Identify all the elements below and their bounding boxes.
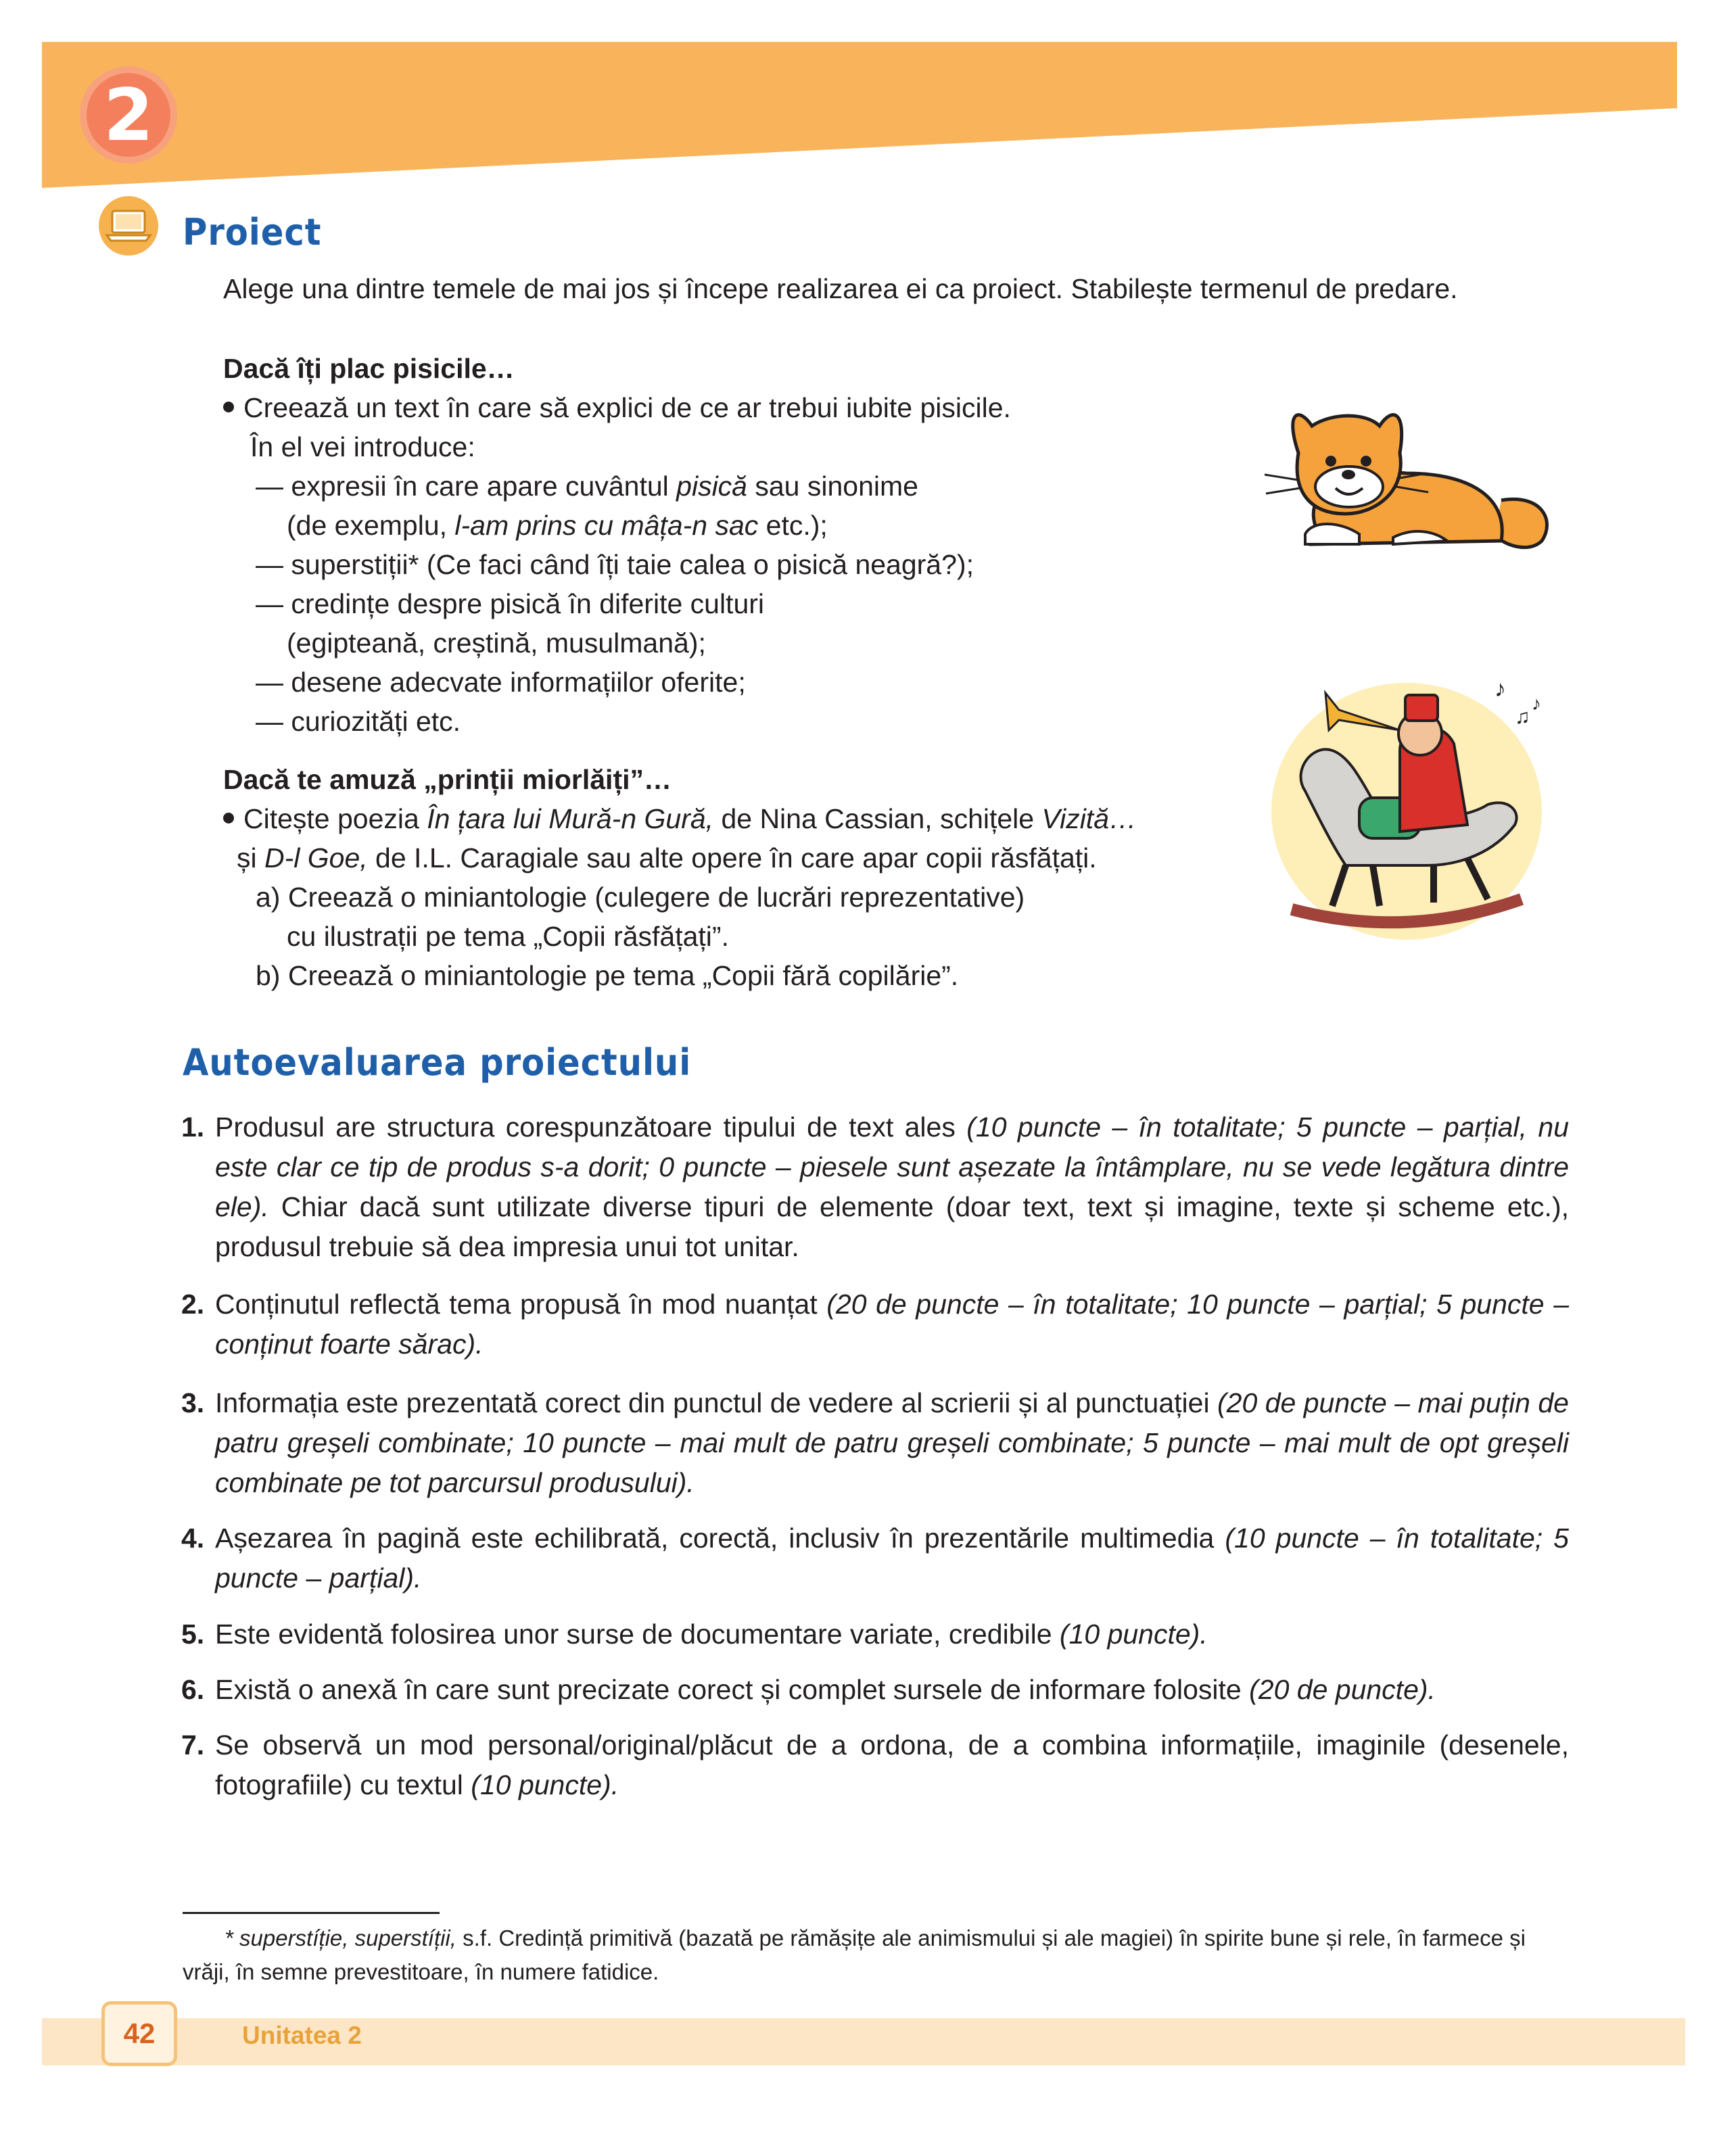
theme1-item-1: — expresii în care apare cuvântul pisică sau sinonime	[256, 471, 918, 502]
eval-item-4: 4. Așezarea în pagină este echilibrată, corectă, inclusiv în prezentările multimedia (10 puncte – în totalitate; 5 puncte – parțial).	[181, 1523, 1569, 1594]
eval-item-2: 2. Conținutul reflectă tema propusă în mod nuanțat (20 de puncte – în totalitate; 10 puncte – parțial; 5 puncte – conținut foarte sărac).	[181, 1289, 1569, 1360]
page-number: 42	[101, 2001, 177, 2066]
theme2-line-2: și D-l Goe, de I.L. Caragiale sau alte opere în care apar copii răsfățați.	[237, 842, 1097, 873]
theme1-item-1-cont: (de exemplu, l-am prins cu mâța-n sac etc.);	[287, 510, 828, 541]
unit-number: 2	[103, 73, 154, 157]
rocking-horse-boy-illustration	[1265, 669, 1549, 947]
project-intro: Alege una dintre temele de mai jos și începe realizarea ei ca proiect. Stabilește termenul de predare.	[223, 273, 1458, 304]
eval-item-1: 1. Produsul are structura corespunzătoare tipului de text ales (10 puncte – în totalitate; 5 puncte – parțial, nu este clar ce tip de produs s-a dorit; 0 puncte – piesele sunt așezate la întâmplare, nu se vede legătura dintre ele). Chiar dacă sunt utilizate diverse tipuri de elemente (doar text, text și imagine, texte și scheme etc.), produsul trebuie să dea impresia unui tot unitar.	[181, 1111, 1569, 1262]
theme1-bullet: Creează un text în care să explici de ce ar trebui iubite pisicile.	[223, 388, 1011, 428]
bullet-icon	[223, 813, 234, 823]
theme2-line-1: Citește poezia În țara lui Mură-n Gură, de Nina Cassian, schițele Vizită…	[223, 799, 1137, 839]
eval-item-3: 3. Informația este prezentată corect din punctul de vedere al scrierii și al punctuației (20 de puncte – mai puțin de patru greșeli combinate; 10 puncte – mai mult de patru greșeli combinate; 5 puncte – mai mult de opt greșeli combinate pe tot parcursul produsului).	[181, 1387, 1569, 1498]
theme1-item-2: — superstiții* (Ce faci când îți taie calea o pisică neagră?);	[256, 549, 974, 580]
theme1-intro-line: În el vei introduce:	[250, 431, 475, 462]
svg-text:♪: ♪	[1532, 693, 1541, 714]
evaluation-heading: Autoevaluarea proiectului	[183, 1041, 692, 1084]
header-band	[0, 0, 1717, 203]
laptop-icon	[95, 196, 162, 256]
theme1-item-5: — curiozități etc.	[256, 706, 461, 737]
theme2-title: Dacă te amuză „prinții miorlăiți”…	[223, 764, 672, 795]
theme2-option-b: b) Creează o miniantologie pe tema „Copii fără copilărie”.	[256, 960, 959, 991]
footnote-rule	[183, 1912, 440, 1914]
footnote: * superstíție, superstíții, s.f. Credință primitivă (bazată pe rămășițe ale animismului și ale magiei) în spirite bune și rele, în farmece și vrăji, în semne prevestitoare, în numere fatidice.	[183, 1925, 1526, 1984]
theme1-item-3-cont: (egipteană, creștină, musulmană);	[287, 627, 706, 658]
theme2-option-a-cont: cu ilustrații pe tema „Copii răsfățați”.	[287, 921, 729, 952]
eval-item-7: 7. Se observă un mod personal/original/plăcut de a ordona, de a combina informațiile, imaginile (desenele, fotografiile) cu textul (10 puncte).	[181, 1729, 1569, 1800]
eval-item-5: 5. Este evidentă folosirea unor surse de documentare variate, credibile (10 puncte).	[181, 1619, 1208, 1650]
theme1-title: Dacă îți plac pisicile…	[223, 353, 515, 384]
project-heading: Proiect	[183, 211, 322, 254]
footer-unit-label: Unitatea 2	[242, 2021, 362, 2049]
svg-text:♫: ♫	[1515, 706, 1530, 728]
cat-illustration	[1258, 399, 1569, 554]
svg-text:♪: ♪	[1495, 676, 1506, 702]
theme2-option-a: a) Creează o miniantologie (culegere de lucrări reprezentative)	[256, 882, 1025, 913]
theme1-item-4: — desene adecvate informațiilor oferite;	[256, 667, 746, 698]
bullet-icon	[223, 402, 234, 412]
theme1-item-3: — credințe despre pisică în diferite culturi	[256, 588, 765, 619]
eval-item-6: 6. Există o anexă în care sunt precizate corect și complet sursele de informare folosite (20 de puncte).	[181, 1674, 1436, 1705]
